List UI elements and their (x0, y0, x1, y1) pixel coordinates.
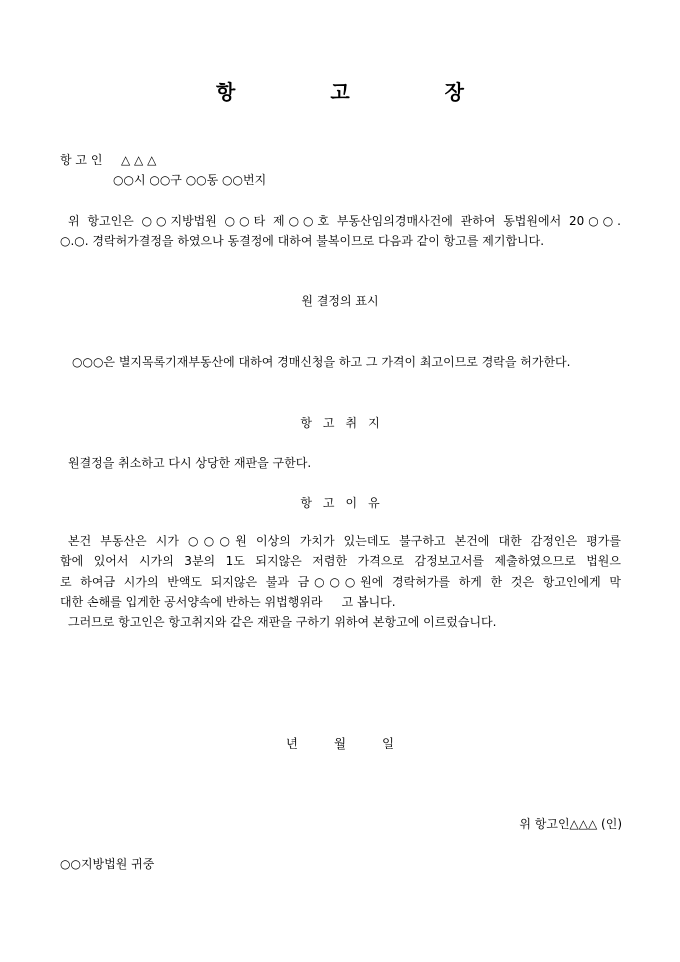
purpose-text: 원결정을 취소하고 다시 상당한 재판을 구한다. (68, 456, 312, 470)
original-decision-text: ○○○은 별지목록기재부동산에 대하여 경매신청을 하고 그 가격이 최고이므로 경락을 허가한다. (72, 355, 571, 369)
reason-line-3: 로 하여금 시가의 반액도 되지않은 불과 금○○○원에 경락허가를 하게 한 것은 항고인에게 막 (60, 575, 621, 589)
document-title: 항 고 장 (216, 80, 508, 104)
court-addressee: ○○지방법원 귀중 (60, 857, 155, 871)
appellant-name: △ △ △ (121, 153, 157, 167)
reason-heading: 항고이유 (300, 496, 391, 510)
intro-line-2: ○.○. 경락허가결정을 하였으나 동결정에 대하여 불복이므로 다음과 같이 항고를 제기합니다. (60, 234, 545, 248)
date-line: 년월일 (285, 736, 431, 751)
appellant-address: ○○시 ○○구 ○○동 ○○번지 (113, 173, 267, 187)
reason-line-1: 본건 부동산은 시가 ○○○원 이상의 가치가 있는데도 불구하고 본건에 대한 감정인은 평가를 (68, 534, 621, 548)
reason-line-2: 함에 있어서 시가의 3분의 1도 되지않은 저렴한 가격으로 감정보고서를 제출하였으므로 법원으 (60, 554, 621, 568)
intro-line-1: 위 항고인은 ○○지방법원 ○○타 제○○호 부동산임의경매사건에 관하여 동법원에서 20○○. (68, 214, 621, 228)
reason-line-4: 대한 손해를 입게한 공서양속에 반하는 위법행위라 고 봅니다. (60, 595, 396, 609)
signature-line: 위 항고인△△△ (인) (519, 817, 622, 831)
purpose-heading: 항고취지 (300, 416, 391, 430)
appellant-label: 항 고 인 (60, 153, 103, 167)
conclusion-text: 그러므로 항고인은 항고취지와 같은 재판을 구하기 위하여 본항고에 이르렀습니다. (68, 615, 497, 629)
original-decision-heading: 원 결정의 표시 (301, 294, 379, 308)
